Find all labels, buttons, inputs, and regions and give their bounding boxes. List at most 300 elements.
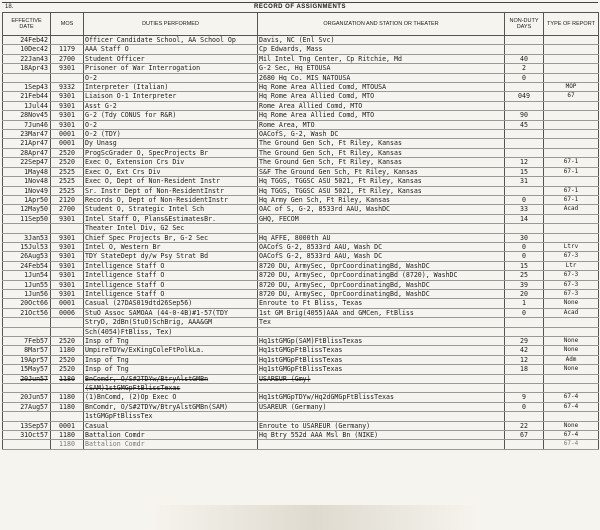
table-row: [3, 393, 599, 402]
table-row: [3, 374, 599, 383]
type-report-cell: [544, 384, 599, 393]
organization-cell: S&F The Ground Gen Sch, Ft Riley, Kansas: [258, 167, 505, 176]
mos-cell: 2520: [51, 365, 84, 374]
mos-cell: 9301: [51, 289, 84, 298]
non-duty-days-cell: 40: [505, 54, 544, 63]
type-report-cell: None: [544, 365, 599, 374]
organization-cell: Enroute to USAREUR (Germany): [258, 421, 505, 430]
table-row: [3, 36, 599, 45]
organization-cell: Mil Intel Tng Center, Cp Ritchie, Md: [258, 54, 505, 63]
effective-date-cell: 1Nov49: [3, 186, 51, 195]
organization-cell: USAREUR (Germany): [258, 402, 505, 411]
type-report-cell: [544, 54, 599, 63]
type-report-cell: [544, 412, 599, 421]
table-row: [3, 233, 599, 242]
table-row: [3, 252, 599, 261]
table-row: [3, 205, 599, 214]
table-row: [3, 64, 599, 73]
table-row: [3, 130, 599, 139]
type-report-cell: [544, 318, 599, 327]
type-report-cell: [544, 214, 599, 223]
organization-cell: Davis, NC (Enl Svc): [258, 36, 505, 45]
duty-cell: 1stGMGpFtBlissTex: [84, 412, 258, 421]
type-report-cell: [544, 120, 599, 129]
organization-cell: Hq Btry 552d AAA Msl Bn (NIKE): [258, 431, 505, 440]
organization-cell: 8720 DU, ArmySec, OprCoordinatingBd (8720), WashDC: [258, 271, 505, 280]
duty-cell: Prisoner of War Interrogation: [84, 64, 258, 73]
organization-cell: G-2 Sec, Hq ETOUSA: [258, 64, 505, 73]
mos-cell: [51, 73, 84, 82]
mos-cell: 2525: [51, 177, 84, 186]
type-report-cell: [544, 111, 599, 120]
table-row: [3, 289, 599, 298]
duty-cell: Officer Candidate School, AA School Op: [84, 36, 258, 45]
organization-cell: The Ground Gen Sch, Ft Riley, Kansas: [258, 158, 505, 167]
effective-date-cell: [3, 384, 51, 393]
type-report-cell: 67-1: [544, 195, 599, 204]
duty-cell: Intelligence Staff O: [84, 261, 258, 270]
organization-cell: 1st GM Brig(4055)AAA and GMCen, FtBliss: [258, 308, 505, 317]
mos-cell: 1180: [51, 440, 84, 449]
effective-date-cell: 1Sep43: [3, 83, 51, 92]
effective-date-cell: 1Nov48: [3, 177, 51, 186]
table-row: [3, 346, 599, 355]
table-row: [3, 440, 599, 449]
effective-date-cell: 13Sep57: [3, 421, 51, 430]
non-duty-days-cell: [505, 139, 544, 148]
duty-cell: Intelligence Staff O: [84, 271, 258, 280]
organization-cell: The Ground Gen Sch, Ft Riley, Kansas: [258, 148, 505, 157]
table-row: [3, 111, 599, 120]
organization-cell: 8720 DU, ArmySec, OprCoordinatingBd, WashDC: [258, 289, 505, 298]
table-row: [3, 73, 599, 82]
non-duty-days-cell: 15: [505, 261, 544, 270]
effective-date-cell: 18Apr43: [3, 64, 51, 73]
non-duty-days-cell: [505, 384, 544, 393]
effective-date-cell: 20Jun57: [3, 374, 51, 383]
mos-cell: 9301: [51, 214, 84, 223]
type-report-cell: Ltrv: [544, 242, 599, 251]
organization-cell: The Ground Gen Sch, Ft Riley, Kansas: [258, 139, 505, 148]
mos-cell: 1180: [51, 346, 84, 355]
organization-cell: Cp Edwards, Mass: [258, 45, 505, 54]
assignments-table: [2, 12, 599, 450]
type-report-cell: 67-3: [544, 289, 599, 298]
organization-cell: Hq AFFE, 8000th AU: [258, 233, 505, 242]
table-row: [3, 355, 599, 364]
table-row: [3, 158, 599, 167]
duty-cell: Insp of Tng: [84, 337, 258, 346]
organization-cell: OACofS G-2, 8533rd AAU, Wash DC: [258, 242, 505, 251]
duty-cell: Casual: [84, 421, 258, 430]
effective-date-cell: 11Sep50: [3, 214, 51, 223]
non-duty-days-cell: 90: [505, 111, 544, 120]
effective-date-cell: 24Feb42: [3, 36, 51, 45]
header-row: [3, 13, 599, 36]
table-row: [3, 139, 599, 148]
organization-cell: Enroute to Ft Bliss, Texas: [258, 299, 505, 308]
mos-cell: 9301: [51, 280, 84, 289]
duty-cell: Student O, Strategic Intel Sch: [84, 205, 258, 214]
non-duty-days-cell: [505, 83, 544, 92]
non-duty-days-cell: 049: [505, 92, 544, 101]
form-title: RECORD OF ASSIGNMENTS: [254, 4, 346, 10]
non-duty-days-cell: 31: [505, 177, 544, 186]
effective-date-cell: [3, 318, 51, 327]
organization-cell: Hq1stGMGpFtBlissTexas: [258, 365, 505, 374]
organization-cell: Tex: [258, 318, 505, 327]
duty-cell: Asst G-2: [84, 101, 258, 110]
effective-date-cell: 22Sep47: [3, 158, 51, 167]
type-report-cell: [544, 36, 599, 45]
mos-cell: 2520: [51, 355, 84, 364]
table-row: [3, 54, 599, 63]
item-number: 18.: [5, 4, 14, 10]
assignments-body: [3, 36, 599, 450]
organization-cell: GHQ, FECOM: [258, 214, 505, 223]
mos-cell: 1179: [51, 45, 84, 54]
table-row: [3, 271, 599, 280]
effective-date-cell: 1Jun54: [3, 271, 51, 280]
organization-cell: 8720 DU, ArmySec, OprCoordinatingBd, WashDC: [258, 261, 505, 270]
mos-cell: 1180: [51, 402, 84, 411]
effective-date-cell: 1Jul44: [3, 101, 51, 110]
table-row: [3, 421, 599, 430]
mos-cell: 2525: [51, 167, 84, 176]
table-row: [3, 299, 599, 308]
type-report-cell: Acad: [544, 308, 599, 317]
effective-date-cell: 21Feb44: [3, 92, 51, 101]
mos-cell: 2520: [51, 337, 84, 346]
paper-smudge: [150, 505, 480, 530]
mos-cell: 9301: [51, 120, 84, 129]
non-duty-days-cell: 42: [505, 346, 544, 355]
effective-date-cell: 28Nov45: [3, 111, 51, 120]
non-duty-days-cell: 45: [505, 120, 544, 129]
duty-cell: Insp of Tng: [84, 355, 258, 364]
effective-date-cell: [3, 224, 51, 233]
effective-date-cell: 23Mar47: [3, 130, 51, 139]
col-organization: ORGANIZATION AND STATION OR THEATER: [258, 13, 505, 36]
mos-cell: [51, 36, 84, 45]
non-duty-days-cell: 39: [505, 280, 544, 289]
organization-cell: OACofS, G-2, Wash DC: [258, 130, 505, 139]
organization-cell: [258, 224, 505, 233]
organization-cell: [258, 412, 505, 421]
type-report-cell: [544, 45, 599, 54]
table-row: [3, 177, 599, 186]
non-duty-days-cell: [505, 45, 544, 54]
mos-cell: 0006: [51, 308, 84, 317]
type-report-cell: [544, 73, 599, 82]
non-duty-days-cell: 2: [505, 64, 544, 73]
type-report-cell: 67-3: [544, 271, 599, 280]
table-row: [3, 214, 599, 223]
mos-cell: 2525: [51, 186, 84, 195]
type-report-cell: [544, 101, 599, 110]
type-report-cell: 67-1: [544, 167, 599, 176]
effective-date-cell: 7Feb57: [3, 337, 51, 346]
non-duty-days-cell: 0: [505, 73, 544, 82]
duty-cell: Dy Unasg: [84, 139, 258, 148]
mos-cell: 0001: [51, 139, 84, 148]
non-duty-days-cell: 0: [505, 242, 544, 251]
table-row: [3, 261, 599, 270]
organization-cell: [258, 327, 505, 336]
non-duty-days-cell: [505, 36, 544, 45]
effective-date-cell: 15May57: [3, 365, 51, 374]
type-report-cell: 67-4: [544, 402, 599, 411]
type-report-cell: [544, 327, 599, 336]
effective-date-cell: 1Jun56: [3, 289, 51, 298]
type-report-cell: [544, 233, 599, 242]
non-duty-days-cell: [505, 101, 544, 110]
non-duty-days-cell: 9: [505, 393, 544, 402]
non-duty-days-cell: 18: [505, 365, 544, 374]
non-duty-days-cell: 0: [505, 252, 544, 261]
type-report-cell: 67-1: [544, 158, 599, 167]
organization-cell: OACofS G-2, 8533rd AAU, Wash DC: [258, 252, 505, 261]
effective-date-cell: 1Apr50: [3, 195, 51, 204]
mos-cell: 9301: [51, 111, 84, 120]
duty-cell: Chief Spec Projects Br, G-2 Sec: [84, 233, 258, 242]
duty-cell: O-2 (TDY): [84, 130, 258, 139]
duty-cell: Records O, Dept of Non-ResidentInstr: [84, 195, 258, 204]
table-row: [3, 318, 599, 327]
duty-cell: O-2: [84, 120, 258, 129]
mos-cell: 9301: [51, 233, 84, 242]
table-row: [3, 242, 599, 251]
table-row: [3, 148, 599, 157]
type-report-cell: 67: [544, 92, 599, 101]
effective-date-cell: 20Oct66: [3, 299, 51, 308]
non-duty-days-cell: 0: [505, 195, 544, 204]
organization-cell: 8720 DU, ArmySec, OprCoordinatingBd, WashDC: [258, 280, 505, 289]
duty-cell: BnComdr, O/S#2TDYw/BtryAlstGMBn(SAM): [84, 402, 258, 411]
non-duty-days-cell: [505, 412, 544, 421]
table-row: [3, 431, 599, 440]
duty-cell: AAA Staff O: [84, 45, 258, 54]
non-duty-days-cell: 33: [505, 205, 544, 214]
col-type-report: TYPE OF REPORT: [544, 13, 599, 36]
duty-cell: Theater Intel Div, G2 Sec: [84, 224, 258, 233]
effective-date-cell: 7Jun46: [3, 120, 51, 129]
non-duty-days-cell: 25: [505, 271, 544, 280]
non-duty-days-cell: 20: [505, 289, 544, 298]
mos-cell: 1180: [51, 374, 84, 383]
organization-cell: OAC of S, G-2, 8533rd AAU, WashDC: [258, 205, 505, 214]
table-row: [3, 384, 599, 393]
mos-cell: 2520: [51, 158, 84, 167]
duty-cell: (1)BnComd, (2)Op Exec O: [84, 393, 258, 402]
duty-cell: Sch(4054)FtBliss, Tex): [84, 327, 258, 336]
organization-cell: Hq1stGMGp(SAM)FtBlissTexas: [258, 337, 505, 346]
mos-cell: 0001: [51, 299, 84, 308]
non-duty-days-cell: [505, 374, 544, 383]
table-row: [3, 224, 599, 233]
non-duty-days-cell: 12: [505, 158, 544, 167]
duty-cell: Insp of Tng: [84, 365, 258, 374]
organization-cell: USAREUR (Gmy): [258, 374, 505, 383]
mos-cell: [51, 384, 84, 393]
duty-cell: Intel O, Western Br: [84, 242, 258, 251]
effective-date-cell: 8Mar57: [3, 346, 51, 355]
table-row: [3, 120, 599, 129]
table-row: [3, 308, 599, 317]
non-duty-days-cell: [505, 186, 544, 195]
mos-cell: 0001: [51, 421, 84, 430]
effective-date-cell: 19Apr57: [3, 355, 51, 364]
duty-cell: UmpireTDYw/ExKingColeFtPolkLa.: [84, 346, 258, 355]
non-duty-days-cell: [505, 440, 544, 449]
type-report-cell: None: [544, 337, 599, 346]
type-report-cell: None: [544, 299, 599, 308]
duty-cell: Intel Staff O, Plans&EstimatesBr.: [84, 214, 258, 223]
effective-date-cell: 15Jul53: [3, 242, 51, 251]
type-report-cell: [544, 130, 599, 139]
non-duty-days-cell: [505, 318, 544, 327]
non-duty-days-cell: 29: [505, 337, 544, 346]
effective-date-cell: 3Jan53: [3, 233, 51, 242]
duty-cell: Interpreter (Italian): [84, 83, 258, 92]
duty-cell: Exec O, Ext Crs Div: [84, 167, 258, 176]
col-mos: MOS: [51, 13, 84, 36]
type-report-cell: 67-3: [544, 280, 599, 289]
organization-cell: Hq TGGS, TGGSC ASU 5021, Ft Riley, Kansas: [258, 186, 505, 195]
non-duty-days-cell: 1: [505, 299, 544, 308]
table-row: [3, 45, 599, 54]
organization-cell: [258, 440, 505, 449]
non-duty-days-cell: [505, 148, 544, 157]
mos-cell: 2120: [51, 195, 84, 204]
organization-cell: Hq Rome Area Allied Comd, MTO: [258, 92, 505, 101]
type-report-cell: None: [544, 421, 599, 430]
mos-cell: 9301: [51, 261, 84, 270]
duty-cell: (SAM)1stGMGpFtBlissTexas: [84, 384, 258, 393]
effective-date-cell: 1Jun55: [3, 280, 51, 289]
effective-date-cell: 20Jun57: [3, 393, 51, 402]
duty-cell: Intelligence Staff O: [84, 280, 258, 289]
effective-date-cell: 22Jan43: [3, 54, 51, 63]
non-duty-days-cell: 12: [505, 355, 544, 364]
effective-date-cell: 1May48: [3, 167, 51, 176]
organization-cell: Hq Rome Area Allied Comd, MTO: [258, 111, 505, 120]
mos-cell: [51, 224, 84, 233]
type-report-cell: 67-4: [544, 440, 599, 449]
organization-cell: Rome Area Allied Comd, MTO: [258, 101, 505, 110]
duty-cell: TDY StateDept dy/w Psy Strat Bd: [84, 252, 258, 261]
table-row: [3, 365, 599, 374]
mos-cell: 9301: [51, 252, 84, 261]
duty-cell: BnComdr, O/S#2TDYw/BtryAlstGMBn: [84, 374, 258, 383]
table-row: [3, 83, 599, 92]
non-duty-days-cell: 67: [505, 431, 544, 440]
duty-cell: O-2: [84, 73, 258, 82]
effective-date-cell: 26Aug53: [3, 252, 51, 261]
table-row: [3, 412, 599, 421]
mos-cell: 9301: [51, 101, 84, 110]
type-report-cell: 67-3: [544, 252, 599, 261]
col-effective-date: EFFECTIVE DATE: [3, 13, 51, 36]
duty-cell: Student Officer: [84, 54, 258, 63]
table-row: [3, 280, 599, 289]
non-duty-days-cell: 22: [505, 421, 544, 430]
non-duty-days-cell: 0: [505, 308, 544, 317]
type-report-cell: 67-4: [544, 431, 599, 440]
mos-cell: 2700: [51, 54, 84, 63]
mos-cell: 9301: [51, 242, 84, 251]
organization-cell: Hq TGGS, TGGSC ASU 5021, Ft Riley, Kansas: [258, 177, 505, 186]
type-report-cell: 67-1: [544, 186, 599, 195]
non-duty-days-cell: [505, 130, 544, 139]
effective-date-cell: 24Feb54: [3, 261, 51, 270]
non-duty-days-cell: 15: [505, 167, 544, 176]
type-report-cell: [544, 177, 599, 186]
table-row: [3, 195, 599, 204]
organization-cell: Hq Army Gen Sch, Ft Riley, Kansas: [258, 195, 505, 204]
organization-cell: Hq1stGMGpTDYw/Hq2dGMGpFtBlissTexas: [258, 393, 505, 402]
table-row: [3, 327, 599, 336]
organization-cell: Hq1stGMGpFtBlissTexas: [258, 355, 505, 364]
duty-cell: Battalion Comdr: [84, 440, 258, 449]
effective-date-cell: 31Oct57: [3, 431, 51, 440]
table-row: [3, 186, 599, 195]
duty-cell: ProgScGrader O, SpecProjects Br: [84, 148, 258, 157]
mos-cell: 9332: [51, 83, 84, 92]
table-row: [3, 402, 599, 411]
table-row: [3, 92, 599, 101]
duty-cell: Battalion Comdr: [84, 431, 258, 440]
mos-cell: 9301: [51, 92, 84, 101]
col-non-duty-days: NON-DUTY DAYS: [505, 13, 544, 36]
effective-date-cell: 21Apr47: [3, 139, 51, 148]
type-report-cell: Ltr: [544, 261, 599, 270]
organization-cell: Rome Area, MTO: [258, 120, 505, 129]
type-report-cell: [544, 374, 599, 383]
effective-date-cell: 27Aug57: [3, 402, 51, 411]
duty-cell: Casual (27DAS019dtd26Sep56): [84, 299, 258, 308]
duty-cell: Sr. Instr Dept of Non-ResidentInstr: [84, 186, 258, 195]
non-duty-days-cell: 30: [505, 233, 544, 242]
table-row: [3, 167, 599, 176]
mos-cell: 0001: [51, 130, 84, 139]
non-duty-days-cell: 14: [505, 214, 544, 223]
effective-date-cell: 12May50: [3, 205, 51, 214]
mos-cell: [51, 412, 84, 421]
duty-cell: StryD, 2dBn(StuO)SchBrig, AAA&GM: [84, 318, 258, 327]
organization-cell: Hq Rome Area Allied Comd, MTOUSA: [258, 83, 505, 92]
duty-cell: Exec O, Dept of Non-Resident Instr: [84, 177, 258, 186]
mos-cell: 2520: [51, 148, 84, 157]
duty-cell: Liaison O-1 Interpreter: [84, 92, 258, 101]
type-report-cell: 67-4: [544, 393, 599, 402]
type-report-cell: [544, 64, 599, 73]
duty-cell: Intelligence Staff O: [84, 289, 258, 298]
mos-cell: 2700: [51, 205, 84, 214]
mos-cell: 9301: [51, 64, 84, 73]
table-row: [3, 101, 599, 110]
effective-date-cell: 28Apr47: [3, 148, 51, 157]
effective-date-cell: [3, 440, 51, 449]
type-report-cell: Acad: [544, 205, 599, 214]
organization-cell: 2680 Hq Co. MIS NATOUSA: [258, 73, 505, 82]
type-report-cell: [544, 139, 599, 148]
type-report-cell: None: [544, 346, 599, 355]
duty-cell: G-2 (Tdy CONUS for R&R): [84, 111, 258, 120]
organization-cell: Hq1stGMGpFtBlissTexas: [258, 346, 505, 355]
non-duty-days-cell: [505, 327, 544, 336]
table-row: [3, 337, 599, 346]
